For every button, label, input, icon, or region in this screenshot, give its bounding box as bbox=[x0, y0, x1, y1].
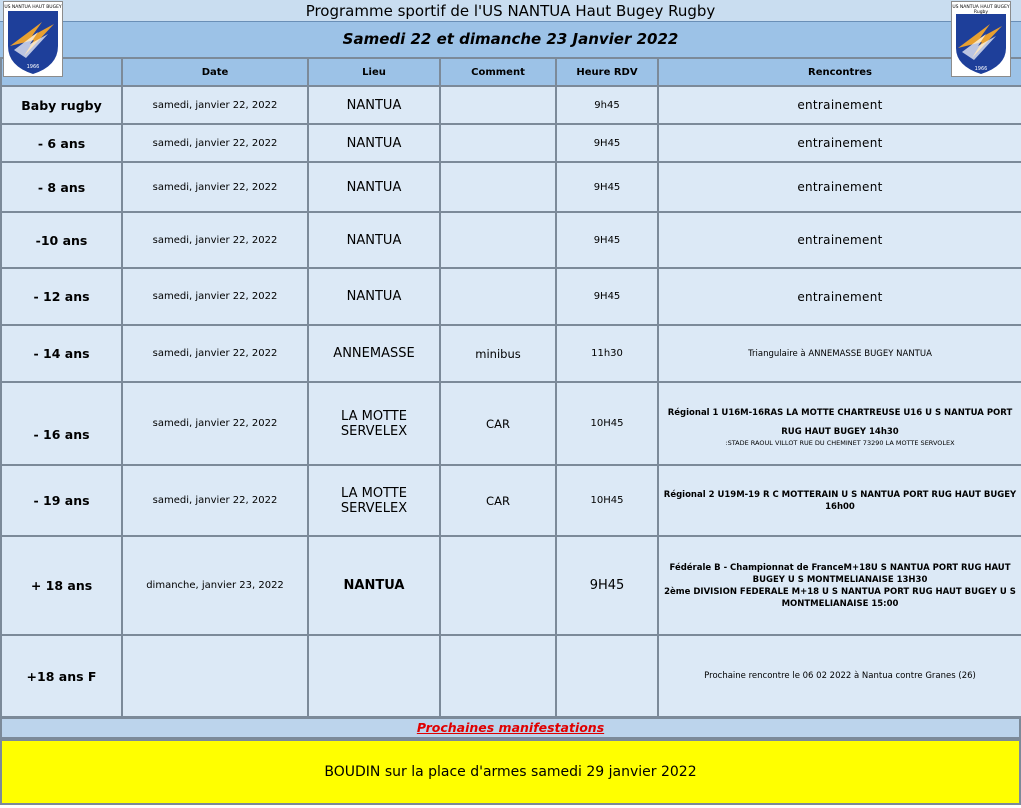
row-lieu: NANTUA bbox=[308, 162, 440, 212]
row-heure: 9H45 bbox=[556, 162, 658, 212]
row-heure: 9H45 bbox=[556, 124, 658, 162]
row-heure bbox=[556, 635, 658, 717]
row-category: - 12 ans bbox=[1, 268, 122, 325]
rencontre-note: :STADE RAOUL VILLOT RUE DU CHEMINET 73290 LA MOTTE SERVOLEX bbox=[725, 438, 955, 447]
row-rencontre bbox=[658, 382, 1021, 465]
row-heure: 10H45 bbox=[556, 465, 658, 536]
row-date: samedi, janvier 22, 2022 bbox=[122, 124, 308, 162]
row-comment bbox=[440, 124, 556, 162]
header-row bbox=[1, 58, 1021, 86]
row-comment: minibus bbox=[440, 325, 556, 382]
row-lieu: ANNEMASSE bbox=[308, 325, 440, 382]
row-lieu: NANTUA bbox=[308, 124, 440, 162]
row-rencontre: entrainement bbox=[658, 124, 1021, 162]
row-heure: 9H45 bbox=[556, 212, 658, 268]
schedule-table bbox=[0, 57, 1021, 718]
row-rencontre: entrainement bbox=[658, 162, 1021, 212]
rencontre-division: Fédérale B - bbox=[669, 562, 728, 573]
row-heure: 9H45 bbox=[556, 536, 658, 635]
row-comment bbox=[440, 536, 556, 635]
logo-year: 1966 bbox=[974, 66, 988, 72]
row-rencontre: Régional 2 U19M-19 R C MOTTERAIN U S NANTUA PORT RUG HAUT BUGEY 16h00 bbox=[658, 465, 1021, 536]
row-comment: CAR bbox=[440, 465, 556, 536]
logo-subtext: Rugby bbox=[973, 10, 989, 15]
row-category: - 16 ans bbox=[1, 382, 122, 465]
table-row bbox=[1, 86, 1021, 124]
row-date bbox=[122, 635, 308, 717]
row-category: - 14 ans bbox=[1, 325, 122, 382]
row-date: samedi, janvier 22, 2022 bbox=[122, 162, 308, 212]
logo-text: US NANTUA HAUT BUGEY bbox=[952, 5, 1010, 10]
row-rencontre bbox=[658, 536, 1021, 635]
table-row bbox=[1, 162, 1021, 212]
row-comment bbox=[440, 162, 556, 212]
row-date: samedi, janvier 22, 2022 bbox=[122, 325, 308, 382]
prochaines-manifestations-link[interactable]: Prochaines manifestations bbox=[0, 717, 1021, 739]
table-row bbox=[1, 325, 1021, 382]
club-logo-right bbox=[951, 1, 1011, 77]
row-heure: 9h45 bbox=[556, 86, 658, 124]
rencontre-line-b: 2ème DIVISION FEDERALE M+18 U S NANTUA PORT RUG HAUT BUGEY U S MONTMELIANAISE 15:00 bbox=[664, 586, 1016, 609]
table-row bbox=[1, 635, 1021, 717]
col-header-rencontres: Rencontres bbox=[658, 58, 1021, 86]
row-comment bbox=[440, 86, 556, 124]
row-heure: 10H45 bbox=[556, 382, 658, 465]
row-lieu: NANTUA bbox=[308, 268, 440, 325]
row-date: samedi, janvier 22, 2022 bbox=[122, 212, 308, 268]
row-comment bbox=[440, 212, 556, 268]
row-comment bbox=[440, 635, 556, 717]
row-lieu: LA MOTTE SERVELEX bbox=[308, 465, 440, 536]
row-comment: CAR bbox=[440, 382, 556, 465]
rencontre-line-a bbox=[663, 562, 1017, 586]
row-lieu: NANTUA bbox=[308, 212, 440, 268]
col-header-heure: Heure RDV bbox=[556, 58, 658, 86]
row-lieu bbox=[308, 635, 440, 717]
table-row bbox=[1, 536, 1021, 635]
row-rencontre: Triangulaire à ANNEMASSE BUGEY NANTUA bbox=[658, 325, 1021, 382]
row-category: - 6 ans bbox=[1, 124, 122, 162]
row-lieu: LA MOTTE SERVELEX bbox=[308, 382, 440, 465]
row-lieu: NANTUA bbox=[308, 86, 440, 124]
col-header-date: Date bbox=[122, 58, 308, 86]
row-rencontre: entrainement bbox=[658, 212, 1021, 268]
row-category: - 19 ans bbox=[1, 465, 122, 536]
row-date: dimanche, janvier 23, 2022 bbox=[122, 536, 308, 635]
row-rencontre: entrainement bbox=[658, 86, 1021, 124]
col-header-lieu: Lieu bbox=[308, 58, 440, 86]
page-subtitle: Samedi 22 et dimanche 23 Janvier 2022 bbox=[0, 22, 1021, 57]
row-category: +18 ans F bbox=[1, 635, 122, 717]
col-header-comment: Comment bbox=[440, 58, 556, 86]
rencontre-match: Championnat de FranceM+18U S NANTUA PORT RUG HAUT BUGEY U S MONTMELIANAISE 13H30 bbox=[727, 562, 1011, 585]
row-date: samedi, janvier 22, 2022 bbox=[122, 382, 308, 465]
row-category: -10 ans bbox=[1, 212, 122, 268]
row-lieu: NANTUA bbox=[308, 536, 440, 635]
row-comment bbox=[440, 268, 556, 325]
row-category: - 8 ans bbox=[1, 162, 122, 212]
row-category: + 18 ans bbox=[1, 536, 122, 635]
row-rencontre: entrainement bbox=[658, 268, 1021, 325]
table-row bbox=[1, 124, 1021, 162]
event-banner: BOUDIN sur la place d'armes samedi 29 janvier 2022 bbox=[0, 739, 1021, 805]
row-heure: 11h30 bbox=[556, 325, 658, 382]
logo-text: US NANTUA HAUT BUGEY bbox=[4, 5, 62, 10]
logo-year: 1966 bbox=[26, 64, 40, 70]
club-logo-left bbox=[3, 1, 63, 77]
row-rencontre: Prochaine rencontre le 06 02 2022 à Nantua contre Granes (26) bbox=[658, 635, 1021, 717]
rencontre-text: Régional 1 U16M-16RAS LA MOTTE CHARTREUSE U16 U S NANTUA PORT RUG HAUT BUGEY 14h30 bbox=[667, 407, 1013, 437]
table-row bbox=[1, 382, 1021, 465]
row-heure: 9H45 bbox=[556, 268, 658, 325]
row-date: samedi, janvier 22, 2022 bbox=[122, 465, 308, 536]
table-row bbox=[1, 465, 1021, 536]
page-title: Programme sportif de l'US NANTUA Haut Bugey Rugby bbox=[0, 0, 1021, 22]
table-row bbox=[1, 212, 1021, 268]
row-category: Baby rugby bbox=[1, 86, 122, 124]
row-date: samedi, janvier 22, 2022 bbox=[122, 86, 308, 124]
row-date: samedi, janvier 22, 2022 bbox=[122, 268, 308, 325]
table-row bbox=[1, 268, 1021, 325]
